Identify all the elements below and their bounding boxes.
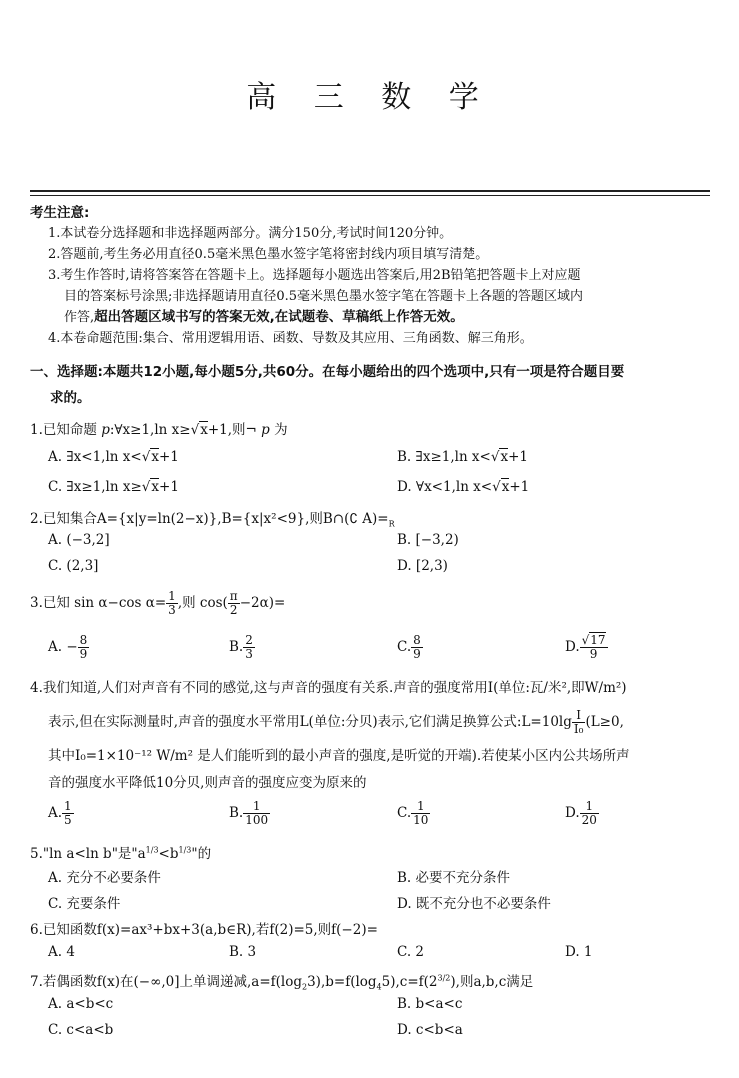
notice-item-2: 2.答题前,考生务必用直径0.5毫米黑色墨水签字笔将密封线内项目填写清楚。 xyxy=(48,247,489,262)
question-7 xyxy=(30,970,533,992)
notice-bold-warning: 超出答题区域书写的答案无效,在试题卷、草稿纸上作答无效。 xyxy=(94,309,464,325)
q4-option-b[interactable] xyxy=(229,800,270,827)
q3-fraction xyxy=(580,634,608,661)
q1-opt: +1 xyxy=(508,449,529,465)
notice-item-3-end xyxy=(64,305,464,325)
q1-opt: +1 xyxy=(158,449,179,465)
q1-opt: C. ∃x≥1,ln x≥ xyxy=(48,479,142,495)
header-rule-thick xyxy=(30,190,710,192)
q1-sqrt: x xyxy=(200,422,208,438)
notice-item-3-cont: 目的答案标号涂黑;非选择题请用直径0.5毫米黑色墨水签字笔在答题卡上各题的答题区域内 xyxy=(64,289,584,304)
q3-fraction xyxy=(411,634,423,661)
notice-item-4: 4.本卷命题范围:集合、常用逻辑用语、函数、导数及其应用、三角函数、解三角形。 xyxy=(48,331,533,346)
q1-stem: 为 xyxy=(274,422,288,438)
q3-num: 1 xyxy=(168,589,176,603)
section-heading: 一、选择题:本题共12小题,每小题5分,共60分。在每小题给出的四个选项中,只有一项是符合题目要 xyxy=(30,364,625,380)
q3-num: π xyxy=(229,589,238,603)
q1-sqrt: x xyxy=(500,449,509,465)
question-5 xyxy=(30,842,211,862)
q3-option-d[interactable] xyxy=(565,634,608,661)
q4-option-c[interactable] xyxy=(397,800,430,827)
q1-opt: +1 xyxy=(509,479,530,495)
q3-den: 9 xyxy=(589,647,598,661)
q3-num: 8 xyxy=(79,633,88,647)
q2-sub: R xyxy=(388,519,395,529)
q3-sqrt: 17 xyxy=(590,633,606,647)
q3-num: √17 xyxy=(581,633,606,647)
q1-var: p xyxy=(261,422,270,438)
question-6: 6.已知函数f(x)=ax³+bx+3(a,b∈R),若f(2)=5,则f(−2)= xyxy=(30,922,378,938)
q2-option-a[interactable]: A. (−3,2] xyxy=(48,532,110,548)
q4-label: D. xyxy=(565,805,580,821)
q6-option-c[interactable]: C. 2 xyxy=(397,944,425,960)
notice-item-3: 3.考生作答时,请将答案答在答题卡上。选择题每小题选出答案后,用2B铅笔把答题卡上对应题 xyxy=(48,268,581,283)
q1-opt: +1 xyxy=(159,479,179,495)
q5-option-a[interactable]: A. 充分不必要条件 xyxy=(48,870,161,886)
q5-option-c[interactable]: C. 充要条件 xyxy=(48,896,121,912)
q3-fraction xyxy=(78,634,90,661)
q7-option-c[interactable]: C. c<a<b xyxy=(48,1022,114,1038)
q4-option-a[interactable] xyxy=(48,800,74,827)
q3-fraction xyxy=(228,590,240,617)
q4-num: I xyxy=(572,709,586,723)
q3-label: C. xyxy=(397,639,412,655)
q7-stem: ),则a,b,c满足 xyxy=(450,974,534,990)
q7-option-d[interactable]: D. c<b<a xyxy=(397,1022,463,1038)
q4-num: 1 xyxy=(411,800,430,814)
q5-option-d[interactable]: D. 既不充分也不必要条件 xyxy=(397,896,551,912)
q3-num: 2 xyxy=(245,633,253,647)
q1-sqrt: x xyxy=(151,449,159,465)
q3-den: 3 xyxy=(245,647,253,661)
q4-den: I₀ xyxy=(573,722,584,736)
q4-text: 表示,但在实际测量时,声音的强度水平常用L(单位:分贝)表示,它们满足换算公式:L=10lg xyxy=(48,714,572,730)
q4-fraction xyxy=(243,800,270,827)
q3-den: 9 xyxy=(79,647,88,661)
q1-opt: A. ∃x<1,ln x< xyxy=(48,449,142,465)
q3-fraction xyxy=(166,590,178,617)
q1-var: p xyxy=(101,422,110,438)
q1-opt: B. ∃x≥1,ln x< xyxy=(397,449,491,465)
question-4-line2 xyxy=(48,709,624,736)
notice-text: 作答, xyxy=(64,310,95,325)
header-rule-thin xyxy=(30,195,710,196)
q7-sub: 2 xyxy=(302,982,308,992)
q7-stem: 3),b=f(log xyxy=(307,974,377,990)
q7-stem: 7.若偶函数f(x)在(−∞,0]上单调递减,a=f(log xyxy=(30,974,302,990)
q2-option-c[interactable]: C. (2,3] xyxy=(48,558,99,574)
q4-label: B. xyxy=(229,805,244,821)
question-4-line3: 其中I₀=1×10⁻¹² W/m² 是人们能听到的最小声音的强度,是听觉的开端).若使某小区内公共场所声 xyxy=(48,748,630,764)
notice-heading: 考生注意: xyxy=(30,205,90,221)
q5-stem: 5."ln a<ln b"是"a xyxy=(30,846,146,862)
q4-den: 5 xyxy=(64,813,72,827)
q5-exp: 1/3 xyxy=(145,845,159,855)
q3-den: 3 xyxy=(168,603,176,617)
question-1: 1.已知命题 p:∀x≥1,ln x≥√x+1,则¬ p 为 xyxy=(30,422,288,438)
q4-fraction xyxy=(580,800,599,827)
q4-num: 1 xyxy=(580,800,599,814)
q4-fraction xyxy=(62,800,74,827)
page-title: 高 三 数 学 xyxy=(246,80,493,115)
q3-den: 2 xyxy=(229,603,238,617)
q1-option-a[interactable]: A. ∃x<1,ln x<√x+1 xyxy=(48,449,179,465)
question-4-line4: 音的强度水平降低10分贝,则声音的强度应变为原来的 xyxy=(48,775,367,791)
q3-option-c[interactable] xyxy=(397,634,423,661)
q3-fraction xyxy=(243,634,255,661)
q2-option-b[interactable]: B. [−3,2) xyxy=(397,532,459,548)
q4-fraction xyxy=(411,800,430,827)
q1-opt: D. ∀x<1,ln x< xyxy=(397,479,493,495)
q3-stem: −2α xyxy=(239,595,269,611)
q6-option-a[interactable]: A. 4 xyxy=(48,944,75,960)
q4-label: A. xyxy=(48,805,63,821)
q1-option-d[interactable]: D. ∀x<1,ln x<√x+1 xyxy=(397,479,530,495)
q3-stem: = xyxy=(274,595,286,611)
q4-num: 1 xyxy=(64,799,72,813)
q7-option-b[interactable]: B. b<a<c xyxy=(397,996,463,1012)
q1-stem: 1.已知命题 xyxy=(30,422,97,438)
q5-option-b[interactable]: B. 必要不充分条件 xyxy=(397,870,511,886)
q1-stem: :∀x≥1,ln x≥ xyxy=(109,422,191,438)
q7-stem: 5),c=f(2 xyxy=(381,974,438,990)
q2-option-d[interactable]: D. [2,3) xyxy=(397,558,448,574)
q4-den: 100 xyxy=(245,813,269,827)
q4-label: C. xyxy=(397,805,412,821)
q3-stem: ,则 cos xyxy=(177,595,223,611)
q1-sqrt: x xyxy=(501,479,510,495)
q3-label: A. − xyxy=(48,639,78,655)
q7-exp: 3/2 xyxy=(437,973,451,983)
question-3: 3.已知 sin α−cos α= $\frac{1}{3}$ ,则 cos( $\frac{\pi}{2}$ −2α)= xyxy=(30,589,286,617)
q6-option-b[interactable]: B. 3 xyxy=(229,944,257,960)
q5-stem: "的 xyxy=(191,846,212,862)
question-4: 4.我们知道,人们对声音有不同的感觉,这与声音的强度有关系.声音的强度常用I(单位:瓦/米²,即W/m²) xyxy=(30,680,627,696)
q6-option-d[interactable]: D. 1 xyxy=(565,944,593,960)
q5-exp: 1/3 xyxy=(178,845,192,855)
q4-fraction xyxy=(572,709,586,736)
q3-option-a[interactable] xyxy=(48,634,89,661)
q4-num: 1 xyxy=(243,800,270,814)
q4-option-d[interactable] xyxy=(565,800,599,827)
q3-label: D. xyxy=(565,639,580,655)
q1-option-b[interactable]: B. ∃x≥1,ln x<√x+1 xyxy=(397,449,529,465)
q7-option-a[interactable]: A. a<b<c xyxy=(48,996,114,1012)
question-2 xyxy=(30,507,395,529)
q4-den: 20 xyxy=(581,813,597,827)
q5-stem: <b xyxy=(158,846,179,862)
q3-den: 9 xyxy=(413,647,421,661)
q4-text: (L≥0, xyxy=(585,714,624,730)
q3-stem: 3.已知 sin α−cos α= xyxy=(30,595,167,611)
section-heading-cont: 求的。 xyxy=(50,390,91,406)
q3-label: B. xyxy=(229,639,244,655)
q1-option-c[interactable]: C. ∃x≥1,ln x≥√x+1 xyxy=(48,479,179,495)
q3-option-b[interactable] xyxy=(229,634,255,661)
notice-item-1: 1.本试卷分选择题和非选择题两部分。满分150分,考试时间120分钟。 xyxy=(48,226,453,241)
q2-stem: 2.已知集合A={x|y=ln(2−x)},B={x|x²<9},则B∩(∁ A)= xyxy=(30,511,389,527)
q7-sub: 4 xyxy=(376,982,382,992)
q1-stem: +1,则¬ xyxy=(207,422,257,438)
q1-sqrt: x xyxy=(151,479,160,495)
q3-num: 8 xyxy=(413,633,421,647)
q4-den: 10 xyxy=(413,813,429,827)
